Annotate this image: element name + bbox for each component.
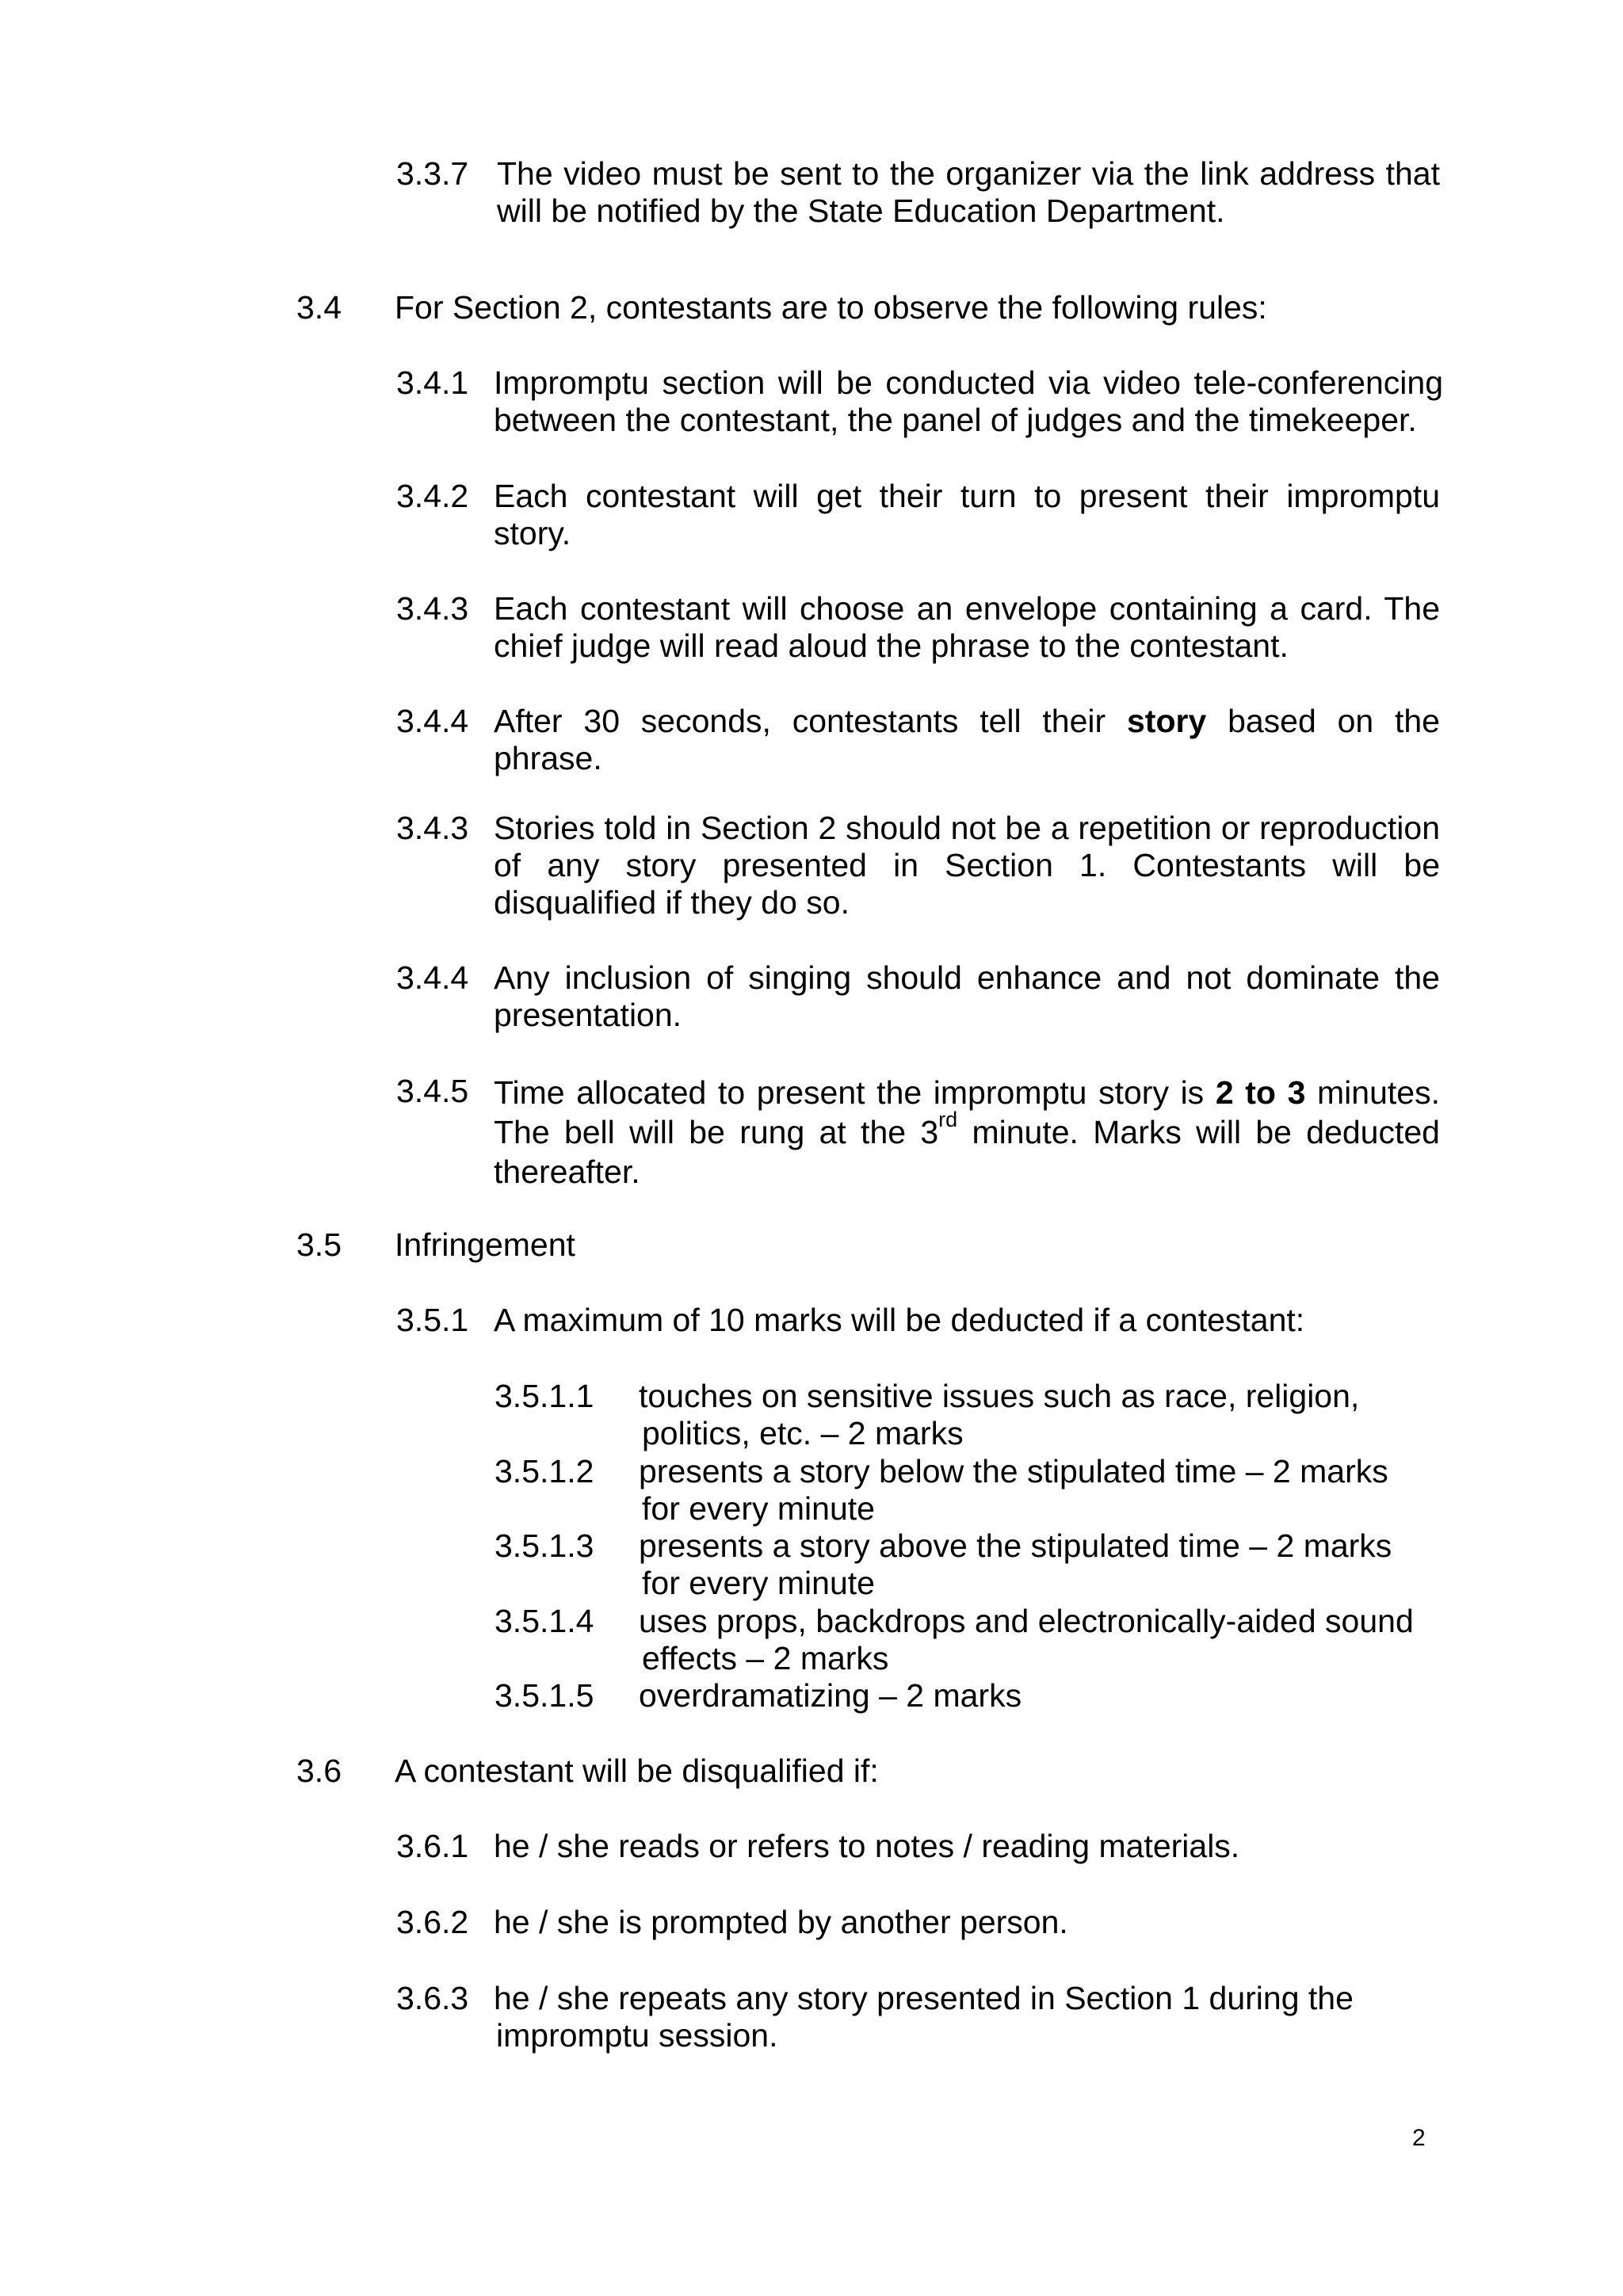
subclause-number: 3.5.1.5 [495, 1677, 594, 1714]
page-number: 2 [1412, 2125, 1426, 2151]
section-3-6 [296, 1753, 1438, 1791]
text-after: based on the phrase. [494, 703, 1440, 776]
clause-3-6-3 [396, 1980, 1442, 2056]
clause-3-4-4-singing [396, 959, 1442, 1035]
clause-3-6-2 [396, 1904, 1442, 1942]
clause-text [494, 1073, 1440, 1192]
subclause-line-1: presents a story above the stipulated time – 2 marks [639, 1527, 1392, 1564]
clause-text: A maximum of 10 marks will be deducted if a contestant: [494, 1302, 1305, 1338]
subclause-3-5-1-5 [495, 1677, 1445, 1715]
subclause-number: 3.5.1.2 [495, 1453, 594, 1489]
superscript-rd: rd [938, 1108, 958, 1132]
bold-story: story [1126, 703, 1207, 739]
clause-3-5-1 [396, 1302, 1442, 1340]
clause-text: Stories told in Section 2 should not be a repetition or reproduction of any story presented in Section 1. Contestants will be disqualified if they do so. [494, 810, 1440, 921]
clause-text [494, 703, 1440, 777]
clause-text: Any inclusion of singing should enhance and not dominate the presentation. [494, 959, 1440, 1033]
clause-text: he / she reads or refers to notes / reading materials. [494, 1828, 1240, 1864]
clause-3-4-1 [396, 364, 1442, 441]
section-3-4 [296, 289, 1438, 327]
clause-text: Impromptu section will be conducted via video tele-conferencing between the contestant, the panel of judges and the timekeeper. [494, 364, 1443, 438]
clause-3-4-2 [396, 478, 1442, 554]
clause-3-4-3-repetition [396, 810, 1442, 924]
subclause-3-5-1-2 [495, 1453, 1445, 1529]
clause-3-6-1 [396, 1828, 1442, 1866]
subclause-line-1: uses props, backdrops and electronically-aided sound [639, 1603, 1414, 1639]
bold-duration: 2 to 3 [1215, 1074, 1306, 1111]
text-before: Time allocated to present the impromptu story is [494, 1074, 1205, 1111]
text-after: minute. Marks will be deducted thereafter. [494, 1114, 1440, 1190]
clause-number: 3.4.3 [396, 590, 469, 627]
clause-line-2: impromptu session. [496, 2017, 778, 2054]
clause-text: Each contestant will choose an envelope containing a card. The chief judge will read aloud the phrase to the contestant. [494, 590, 1440, 664]
clause-number: 3.6.1 [396, 1828, 469, 1864]
section-3-5 [296, 1226, 1438, 1264]
clause-3-4-5 [396, 1073, 1442, 1192]
text-mid: minutes. The bell will be rung at the 3 [494, 1074, 1440, 1150]
clause-number: 3.4.3 [396, 810, 469, 846]
clause-number: 3.4.1 [396, 364, 469, 401]
subclause-line-2: for every minute [642, 1490, 875, 1527]
section-number: 3.6 [296, 1753, 342, 1789]
subclause-line-1: overdramatizing – 2 marks [639, 1677, 1022, 1714]
clause-3-4-3-envelope [396, 590, 1442, 666]
subclause-line-2: for every minute [642, 1565, 875, 1601]
subclause-line-1: touches on sensitive issues such as race, religion, [639, 1378, 1360, 1414]
clause-number: 3.5.1 [396, 1302, 469, 1338]
clause-number: 3.4.4 [396, 959, 469, 996]
section-text: A contestant will be disqualified if: [395, 1753, 879, 1789]
clause-number: 3.6.2 [396, 1904, 469, 1940]
clause-number: 3.6.3 [396, 1980, 469, 2016]
clause-line-1: he / she repeats any story presented in Section 1 during the [494, 1980, 1354, 2016]
text-before: After 30 seconds, contestants tell their [494, 703, 1106, 739]
clause-number: 3.4.5 [396, 1073, 469, 1109]
section-number: 3.4 [296, 289, 342, 326]
clause-3-4-4-story [396, 703, 1442, 779]
subclause-number: 3.5.1.3 [495, 1527, 594, 1564]
section-number: 3.5 [296, 1226, 342, 1263]
section-text: Infringement [395, 1226, 575, 1263]
section-text: For Section 2, contestants are to observe the following rules: [395, 289, 1267, 326]
clause-text: he / she is prompted by another person. [494, 1904, 1068, 1940]
subclause-line-2: effects – 2 marks [642, 1640, 889, 1676]
subclause-3-5-1-1 [495, 1378, 1445, 1454]
subclause-number: 3.5.1.4 [495, 1603, 594, 1639]
clause-number: 3.4.2 [396, 478, 469, 514]
subclause-number: 3.5.1.1 [495, 1378, 594, 1414]
subclause-3-5-1-3 [495, 1527, 1445, 1604]
clause-number: 3.4.4 [396, 703, 469, 739]
clause-text: The video must be sent to the organizer via the link address that will be notified by the State Education Department. [497, 155, 1440, 229]
subclause-line-2: politics, etc. – 2 marks [642, 1415, 964, 1451]
subclause-line-1: presents a story below the stipulated time – 2 marks [639, 1453, 1388, 1489]
clause-3-3-7 [396, 155, 1442, 231]
subclause-3-5-1-4 [495, 1603, 1445, 1679]
clause-text: Each contestant will get their turn to present their impromptu story. [494, 478, 1440, 551]
clause-number: 3.3.7 [396, 155, 469, 192]
